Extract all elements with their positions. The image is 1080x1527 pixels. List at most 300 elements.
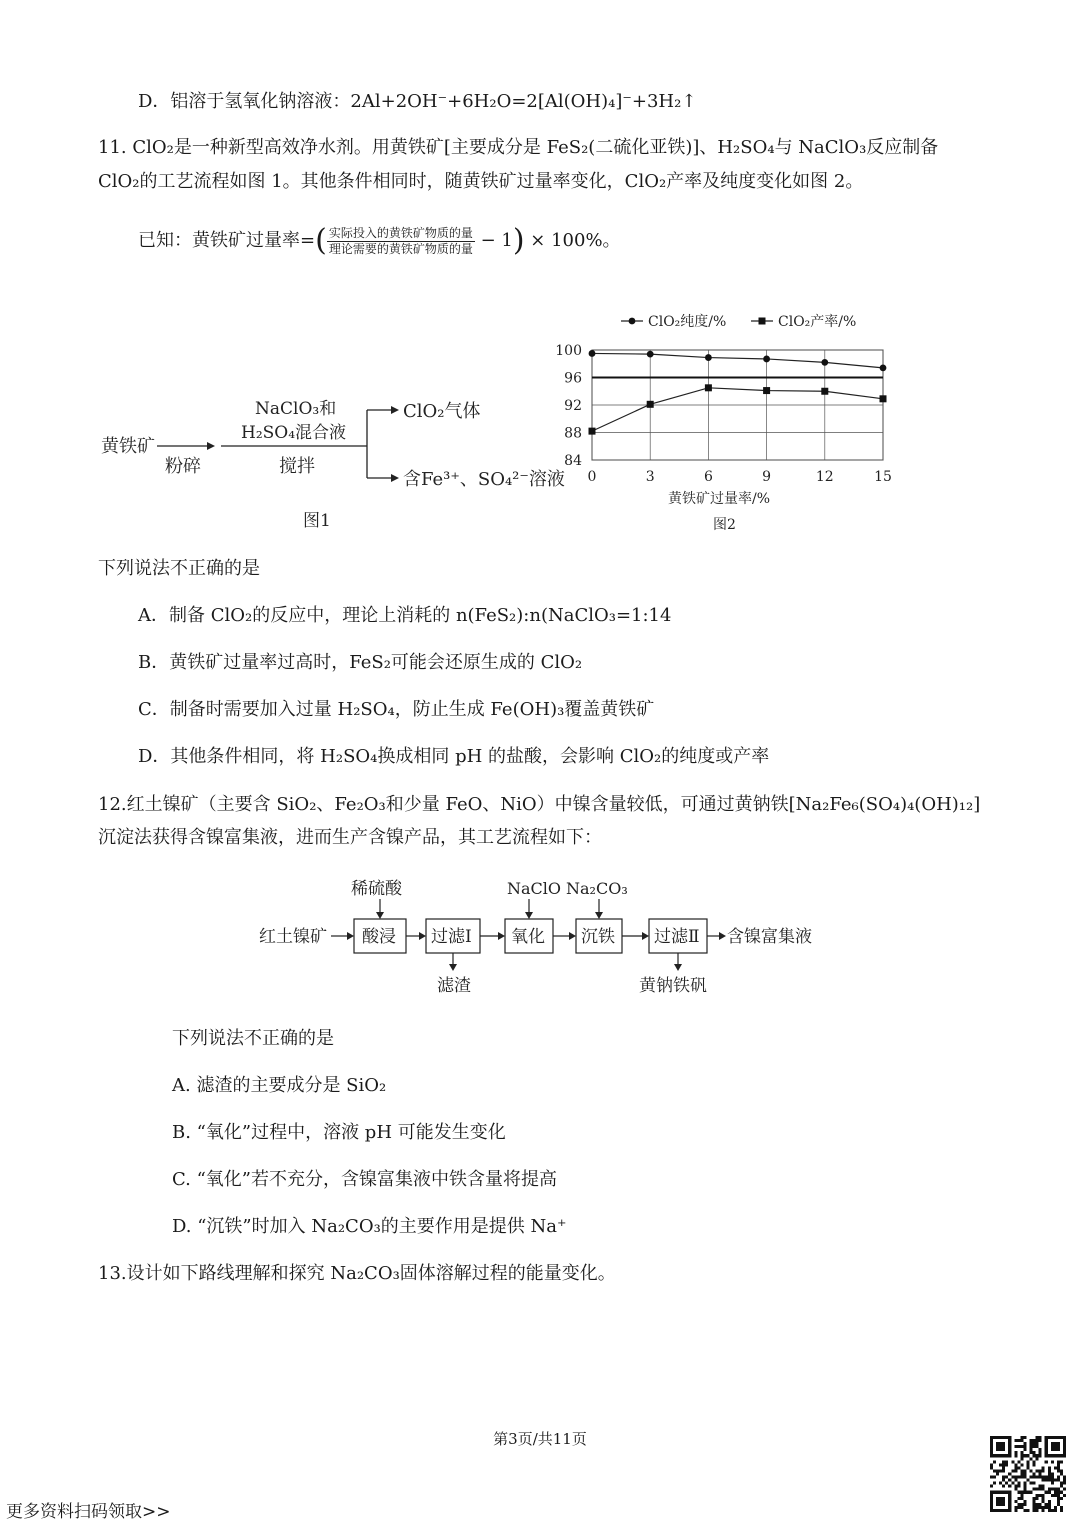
chart-legend-label: ClO₂纯度/% xyxy=(648,314,727,330)
qr-module xyxy=(1048,1469,1051,1472)
qr-module xyxy=(1002,1469,1005,1472)
qr-module xyxy=(1026,1463,1029,1466)
chart-legend xyxy=(621,313,856,330)
qr-module xyxy=(1026,1460,1029,1463)
qr-module xyxy=(1002,1463,1005,1466)
q12-reagent-sulfuric-acid: 稀硫酸 xyxy=(351,879,402,899)
qr-module xyxy=(1023,1472,1026,1475)
qr-module xyxy=(1023,1476,1026,1479)
qr-module xyxy=(1057,1476,1060,1479)
chart-point-purity xyxy=(647,351,654,358)
qr-module xyxy=(1014,1476,1017,1479)
qr-module xyxy=(1011,1460,1014,1463)
qr-module xyxy=(1051,1494,1054,1497)
qr-module xyxy=(1008,1485,1011,1488)
q10-option-d: D．铝溶于氢氧化钠溶液：2Al+2OH⁻+6H₂O=2[Al(OH)₄]⁻+3H₂↑ xyxy=(138,91,697,112)
qr-module xyxy=(1039,1485,1042,1488)
qr-module xyxy=(1048,1479,1051,1482)
qr-module xyxy=(1054,1491,1057,1494)
right-paren: ) xyxy=(512,223,525,258)
qr-module xyxy=(1057,1503,1060,1506)
q12-flow-final: 含镍富集液 xyxy=(727,927,812,947)
qr-module xyxy=(1060,1469,1063,1472)
qr-module xyxy=(1048,1466,1051,1469)
qr-module xyxy=(1008,1472,1011,1475)
qr-module xyxy=(999,1469,1002,1472)
qr-module xyxy=(1057,1460,1060,1463)
qr-module xyxy=(1036,1497,1039,1500)
qr-module xyxy=(1023,1436,1026,1439)
qr-module xyxy=(1020,1445,1023,1448)
fig1-step1-label: 粉碎 xyxy=(165,456,201,477)
qr-module xyxy=(1048,1503,1051,1506)
qr-module xyxy=(1033,1497,1036,1500)
chart-xtick-label: 0 xyxy=(587,469,597,485)
qr-module xyxy=(1002,1479,1005,1482)
qr-module xyxy=(1017,1439,1020,1442)
qr-module xyxy=(1051,1476,1054,1479)
qr-module xyxy=(1033,1482,1036,1485)
qr-module xyxy=(1048,1488,1051,1491)
qr-module xyxy=(1048,1491,1051,1494)
chart-point-purity xyxy=(821,359,828,366)
fig1-reagent-line1: NaClO₃和 xyxy=(255,399,337,419)
qr-module xyxy=(1054,1479,1057,1482)
qr-module xyxy=(1014,1439,1017,1442)
qr-module xyxy=(1036,1488,1039,1491)
qr-module xyxy=(1051,1472,1054,1475)
q11-option-b: B．黄铁矿过量率过高时，FeS₂可能会还原生成的 ClO₂ xyxy=(138,652,583,673)
qr-module xyxy=(1042,1494,1045,1497)
qr-module xyxy=(1042,1488,1045,1491)
fig1-product-gas: ClO₂气体 xyxy=(403,401,481,422)
qr-module xyxy=(1030,1451,1033,1454)
q12-box-precipitate-iron-label: 沉铁 xyxy=(581,927,615,947)
qr-module xyxy=(1030,1482,1033,1485)
qr-module xyxy=(1033,1503,1036,1506)
qr-module xyxy=(1002,1485,1005,1488)
qr-module xyxy=(993,1469,996,1472)
q12-reagent-arrowhead-1 xyxy=(376,912,384,919)
qr-module xyxy=(1017,1476,1020,1479)
chart-caption: 图2 xyxy=(713,517,736,533)
qr-module xyxy=(993,1460,996,1463)
qr-module xyxy=(1057,1479,1060,1482)
qr-module xyxy=(1057,1497,1060,1500)
qr-finder xyxy=(990,1491,993,1512)
known-prefix: 已知：黄铁矿过量率= xyxy=(138,230,316,251)
qr-module xyxy=(1048,1509,1051,1512)
fig1-caption: 图1 xyxy=(303,511,331,531)
qr-module xyxy=(1033,1460,1036,1463)
qr-module xyxy=(1060,1485,1063,1488)
qr-module xyxy=(999,1463,1002,1466)
qr-module xyxy=(1020,1476,1023,1479)
qr-module xyxy=(1048,1476,1051,1479)
qr-module xyxy=(1014,1500,1017,1503)
qr-module xyxy=(1036,1436,1039,1439)
qr-module xyxy=(1008,1479,1011,1482)
q12-arrowhead-2 xyxy=(498,932,505,940)
chart-legend-label: ClO₂产率/% xyxy=(778,314,857,330)
qr-module xyxy=(1023,1454,1026,1457)
qr-module xyxy=(1014,1479,1017,1482)
qr-module xyxy=(1045,1479,1048,1482)
qr-module xyxy=(1039,1488,1042,1491)
qr-module xyxy=(1045,1506,1048,1509)
qr-module xyxy=(1020,1494,1023,1497)
qr-module xyxy=(1039,1506,1042,1509)
qr-finder xyxy=(990,1491,1011,1494)
qr-module xyxy=(1020,1463,1023,1466)
qr-module xyxy=(1039,1454,1042,1457)
qr-module xyxy=(1005,1476,1008,1479)
qr-module xyxy=(990,1485,993,1488)
qr-finder xyxy=(990,1436,993,1457)
chart-ytick-label: 100 xyxy=(555,343,582,359)
q12-out-arrowhead-1 xyxy=(449,964,457,971)
qr-module xyxy=(1039,1448,1042,1451)
qr-module xyxy=(1014,1506,1017,1509)
qr-module xyxy=(1033,1509,1036,1512)
qr-module xyxy=(1036,1509,1039,1512)
qr-module xyxy=(1057,1463,1060,1466)
qr-module xyxy=(1039,1439,1042,1442)
qr-module xyxy=(1033,1463,1036,1466)
chart-point-purity xyxy=(763,356,770,363)
qr-module xyxy=(1054,1488,1057,1491)
qr-module xyxy=(1036,1442,1039,1445)
qr-module xyxy=(1063,1479,1066,1482)
qr-module xyxy=(1020,1436,1023,1439)
qr-module xyxy=(1020,1472,1023,1475)
qr-module xyxy=(1048,1500,1051,1503)
fraction xyxy=(327,226,475,257)
qr-module xyxy=(1023,1482,1026,1485)
chart-point-purity xyxy=(589,350,596,357)
qr-module xyxy=(1033,1500,1036,1503)
fig1-step2-label: 搅拌 xyxy=(279,456,315,477)
qr-module xyxy=(1063,1476,1066,1479)
qr-module xyxy=(1051,1488,1054,1491)
qr-module xyxy=(1042,1509,1045,1512)
q11-option-d: D．其他条件相同，将 H₂SO₄换成相同 pH 的盐酸，会影响 ClO₂的纯度或产率 xyxy=(138,746,770,767)
qr-module xyxy=(993,1476,996,1479)
chart-series-line xyxy=(592,353,883,367)
q12-reagent-na2co3: Na₂CO₃ xyxy=(566,879,628,898)
qr-code-image[interactable] xyxy=(990,1436,1066,1512)
qr-module xyxy=(1014,1463,1017,1466)
qr-module xyxy=(1014,1509,1017,1512)
qr-module xyxy=(1023,1503,1026,1506)
q12-option-d: D. “沉铁”时加入 Na₂CO₃的主要作用是提供 Na⁺ xyxy=(172,1216,567,1237)
qr-module xyxy=(1039,1451,1042,1454)
qr-module xyxy=(1033,1445,1036,1448)
fig1-input-label: 黄铁矿 xyxy=(101,436,155,457)
q11-question: 下列说法不正确的是 xyxy=(98,558,260,579)
chart-point-yield xyxy=(880,395,887,402)
q12-arrowhead-0 xyxy=(347,932,354,940)
qr-module xyxy=(1014,1488,1017,1491)
figure-2-chart xyxy=(555,305,900,540)
q12-option-a: A. 滤渣的主要成分是 SiO₂ xyxy=(172,1075,387,1096)
qr-module xyxy=(1036,1506,1039,1509)
qr-module xyxy=(1017,1460,1020,1463)
q12-arrowhead-1 xyxy=(419,932,426,940)
qr-module xyxy=(1060,1472,1063,1475)
qr-module xyxy=(1023,1509,1026,1512)
qr-module xyxy=(1039,1472,1042,1475)
qr-module xyxy=(1020,1503,1023,1506)
qr-module xyxy=(1026,1509,1029,1512)
figure-1-flowchart xyxy=(95,390,565,540)
qr-module xyxy=(1042,1500,1045,1503)
qr-module xyxy=(1011,1476,1014,1479)
qr-module xyxy=(999,1482,1002,1485)
qr-module xyxy=(1033,1454,1036,1457)
qr-module xyxy=(1045,1491,1048,1494)
fig1-arrowhead-top xyxy=(391,406,399,414)
qr-module xyxy=(1005,1460,1008,1463)
chart-point-yield xyxy=(589,428,596,435)
chart-point-purity xyxy=(705,354,712,361)
q11-stem-line1: 11. ClO₂是一种新型高效净水剂。用黄铁矿[主要成分是 FeS₂(二硫化亚铁)]、H₂SO₄与 NaClO₃反应制备 xyxy=(98,137,939,158)
chart-legend-marker-circle xyxy=(629,318,636,325)
qr-module xyxy=(990,1476,993,1479)
q12-reagent-arrowhead-3 xyxy=(595,912,603,919)
qr-module xyxy=(1014,1445,1017,1448)
qr-module xyxy=(1017,1497,1020,1500)
qr-module xyxy=(1033,1488,1036,1491)
qr-module xyxy=(1057,1500,1060,1503)
qr-finder xyxy=(1008,1491,1011,1512)
qr-module xyxy=(1042,1466,1045,1469)
chart-ytick-label: 84 xyxy=(564,453,582,469)
qr-finder xyxy=(1051,1442,1060,1451)
qr-module xyxy=(1033,1439,1036,1442)
qr-module xyxy=(1017,1506,1020,1509)
qr-module xyxy=(1036,1469,1039,1472)
qr-module xyxy=(1036,1503,1039,1506)
q11-known-formula xyxy=(138,222,621,260)
qr-module xyxy=(1036,1454,1039,1457)
chart-xtick-label: 15 xyxy=(874,469,892,485)
q11-option-a: A．制备 ClO₂的反应中，理论上消耗的 n(FeS₂):n(NaClO₃=1:14 xyxy=(138,605,672,626)
qr-module xyxy=(1042,1485,1045,1488)
qr-module xyxy=(1042,1506,1045,1509)
qr-module xyxy=(1054,1509,1057,1512)
qr-module xyxy=(1005,1482,1008,1485)
qr-module xyxy=(1051,1482,1054,1485)
chart-ytick-label: 92 xyxy=(564,398,582,414)
qr-module xyxy=(1036,1476,1039,1479)
qr-module xyxy=(1060,1460,1063,1463)
q12-question: 下列说法不正确的是 xyxy=(172,1028,334,1049)
qr-finder xyxy=(1008,1436,1011,1457)
qr-module xyxy=(1036,1494,1039,1497)
q12-box-acid-leach-label: 酸浸 xyxy=(362,927,396,947)
qr-module xyxy=(1060,1509,1063,1512)
qr-module xyxy=(1057,1469,1060,1472)
qr-module xyxy=(1011,1482,1014,1485)
q12-box-filter-1-label: 过滤Ⅰ xyxy=(431,927,472,947)
qr-module xyxy=(1036,1439,1039,1442)
chart-point-yield xyxy=(705,384,712,391)
qr-module xyxy=(1033,1451,1036,1454)
qr-module xyxy=(990,1466,993,1469)
qr-module xyxy=(1020,1457,1023,1460)
qr-module xyxy=(1002,1460,1005,1463)
qr-module xyxy=(1048,1472,1051,1475)
chart-point-yield xyxy=(763,387,770,394)
qr-module xyxy=(1051,1460,1054,1463)
qr-finder xyxy=(990,1436,1011,1439)
qr-module xyxy=(996,1472,999,1475)
qr-module xyxy=(1017,1491,1020,1494)
qr-module xyxy=(1023,1442,1026,1445)
qr-module xyxy=(1045,1503,1048,1506)
q12-option-c: C. “氧化”若不充分，含镍富集液中铁含量将提高 xyxy=(172,1169,557,1190)
qr-module xyxy=(1054,1466,1057,1469)
qr-module xyxy=(1033,1506,1036,1509)
q12-stem-line2: 沉淀法获得含镍富集液，进而生产含镍产品，其工艺流程如下： xyxy=(98,827,602,848)
qr-module xyxy=(1036,1457,1039,1460)
chart-legend-marker-square xyxy=(759,318,766,325)
left-paren: ( xyxy=(315,223,327,258)
qr-module xyxy=(1017,1503,1020,1506)
q12-arrowhead-5 xyxy=(719,932,726,940)
qr-finder xyxy=(990,1509,1011,1512)
qr-module xyxy=(1060,1482,1063,1485)
qr-module xyxy=(1026,1491,1029,1494)
chart-xtick-label: 6 xyxy=(703,469,713,485)
qr-module xyxy=(1030,1445,1033,1448)
qr-module xyxy=(1060,1497,1063,1500)
qr-module xyxy=(1030,1439,1033,1442)
qr-module xyxy=(990,1463,993,1466)
qr-module xyxy=(1042,1469,1045,1472)
qr-finder xyxy=(1045,1436,1048,1457)
q13-stem: 13.设计如下路线理解和探究 Na₂CO₃固体溶解过程的能量变化。 xyxy=(98,1263,616,1284)
qr-module xyxy=(1057,1488,1060,1491)
qr-module xyxy=(1023,1491,1026,1494)
q12-option-b: B. “氧化”过程中，溶液 pH 可能发生变化 xyxy=(172,1122,506,1143)
qr-module xyxy=(1005,1463,1008,1466)
q12-out-jarosite: 黄钠铁矾 xyxy=(639,976,707,996)
qr-module xyxy=(1020,1506,1023,1509)
qr-finder xyxy=(1063,1436,1066,1457)
qr-module xyxy=(1060,1491,1063,1494)
chart-point-yield xyxy=(821,388,828,395)
footer-promo-link[interactable]: 更多资料扫码领取>> xyxy=(6,1502,171,1522)
qr-module xyxy=(1039,1469,1042,1472)
qr-module xyxy=(1020,1451,1023,1454)
qr-module xyxy=(993,1482,996,1485)
qr-module xyxy=(1030,1457,1033,1460)
chart-point-yield xyxy=(647,401,654,408)
qr-module xyxy=(1017,1466,1020,1469)
qr-module xyxy=(1014,1454,1017,1457)
qr-module xyxy=(1020,1469,1023,1472)
qr-module xyxy=(1048,1506,1051,1509)
qr-module xyxy=(1020,1454,1023,1457)
qr-module xyxy=(1042,1476,1045,1479)
fig1-reagent-line2: H₂SO₄混合液 xyxy=(241,423,347,443)
qr-module xyxy=(1026,1466,1029,1469)
qr-module xyxy=(1042,1497,1045,1500)
qr-module xyxy=(1039,1436,1042,1439)
qr-module xyxy=(1002,1466,1005,1469)
qr-module xyxy=(1023,1488,1026,1491)
qr-module xyxy=(1030,1491,1033,1494)
qr-module xyxy=(1051,1509,1054,1512)
qr-finder xyxy=(990,1454,1011,1457)
qr-module xyxy=(1020,1491,1023,1494)
qr-module xyxy=(1023,1445,1026,1448)
chart-ytick-label: 88 xyxy=(564,425,582,442)
qr-module xyxy=(1045,1460,1048,1463)
qr-module xyxy=(1002,1476,1005,1479)
qr-module xyxy=(1030,1469,1033,1472)
qr-module xyxy=(1030,1442,1033,1445)
qr-module xyxy=(1017,1445,1020,1448)
chart-xtick-label: 12 xyxy=(815,469,834,485)
qr-module xyxy=(1014,1451,1017,1454)
qr-module xyxy=(1023,1485,1026,1488)
qr-module xyxy=(1030,1448,1033,1451)
qr-module xyxy=(1020,1439,1023,1442)
qr-module xyxy=(1014,1485,1017,1488)
q12-out-arrowhead-2 xyxy=(674,964,682,971)
chart-ytick-label: 96 xyxy=(564,370,582,387)
q12-box-filter-2-label: 过滤Ⅱ xyxy=(654,927,700,947)
chart-xtick-label: 9 xyxy=(762,469,772,485)
qr-module xyxy=(1023,1448,1026,1451)
qr-module xyxy=(1054,1506,1057,1509)
chart-grid xyxy=(592,350,883,460)
qr-module xyxy=(1033,1476,1036,1479)
qr-module xyxy=(1054,1494,1057,1497)
qr-module xyxy=(1017,1482,1020,1485)
known-suffix: − 1 xyxy=(480,230,513,251)
q12-arrowhead-4 xyxy=(642,932,649,940)
qr-module xyxy=(1020,1497,1023,1500)
qr-module xyxy=(1030,1476,1033,1479)
qr-module xyxy=(1036,1445,1039,1448)
qr-module xyxy=(1014,1466,1017,1469)
qr-finder xyxy=(996,1442,1005,1451)
q12-stem-line1: 12.红土镍矿（主要含 SiO₂、Fe₂O₃和少量 FeO、NiO）中镍含量较低，可通过黄钠铁[Na₂Fe₆(SO₄)₄(OH)₁₂] xyxy=(98,794,981,815)
qr-module xyxy=(1014,1469,1017,1472)
q12-box-oxidize-label: 氧化 xyxy=(511,927,545,947)
fig1-arrowhead-bottom xyxy=(391,474,399,482)
chart-xtick-label: 3 xyxy=(645,469,655,485)
q11-option-c: C．制备时需要加入过量 H₂SO₄，防止生成 Fe(OH)₃覆盖黄铁矿 xyxy=(138,699,655,720)
q12-arrowhead-3 xyxy=(569,932,576,940)
qr-module xyxy=(1057,1466,1060,1469)
q12-flowchart xyxy=(255,872,835,1002)
qr-module xyxy=(1063,1494,1066,1497)
fig1-arrowhead-1 xyxy=(207,442,215,450)
qr-module xyxy=(996,1469,999,1472)
q12-flow-input: 红土镍矿 xyxy=(259,927,327,947)
q11-stem-line2: ClO₂的工艺流程如图 1。其他条件相同时，随黄铁矿过量率变化，ClO₂产率及纯度变化如图 2。 xyxy=(98,171,864,192)
qr-module xyxy=(1063,1482,1066,1485)
qr-module xyxy=(1017,1485,1020,1488)
qr-module xyxy=(1045,1476,1048,1479)
qr-module xyxy=(1026,1454,1029,1457)
q12-out-filter-residue: 滤渣 xyxy=(437,976,471,996)
